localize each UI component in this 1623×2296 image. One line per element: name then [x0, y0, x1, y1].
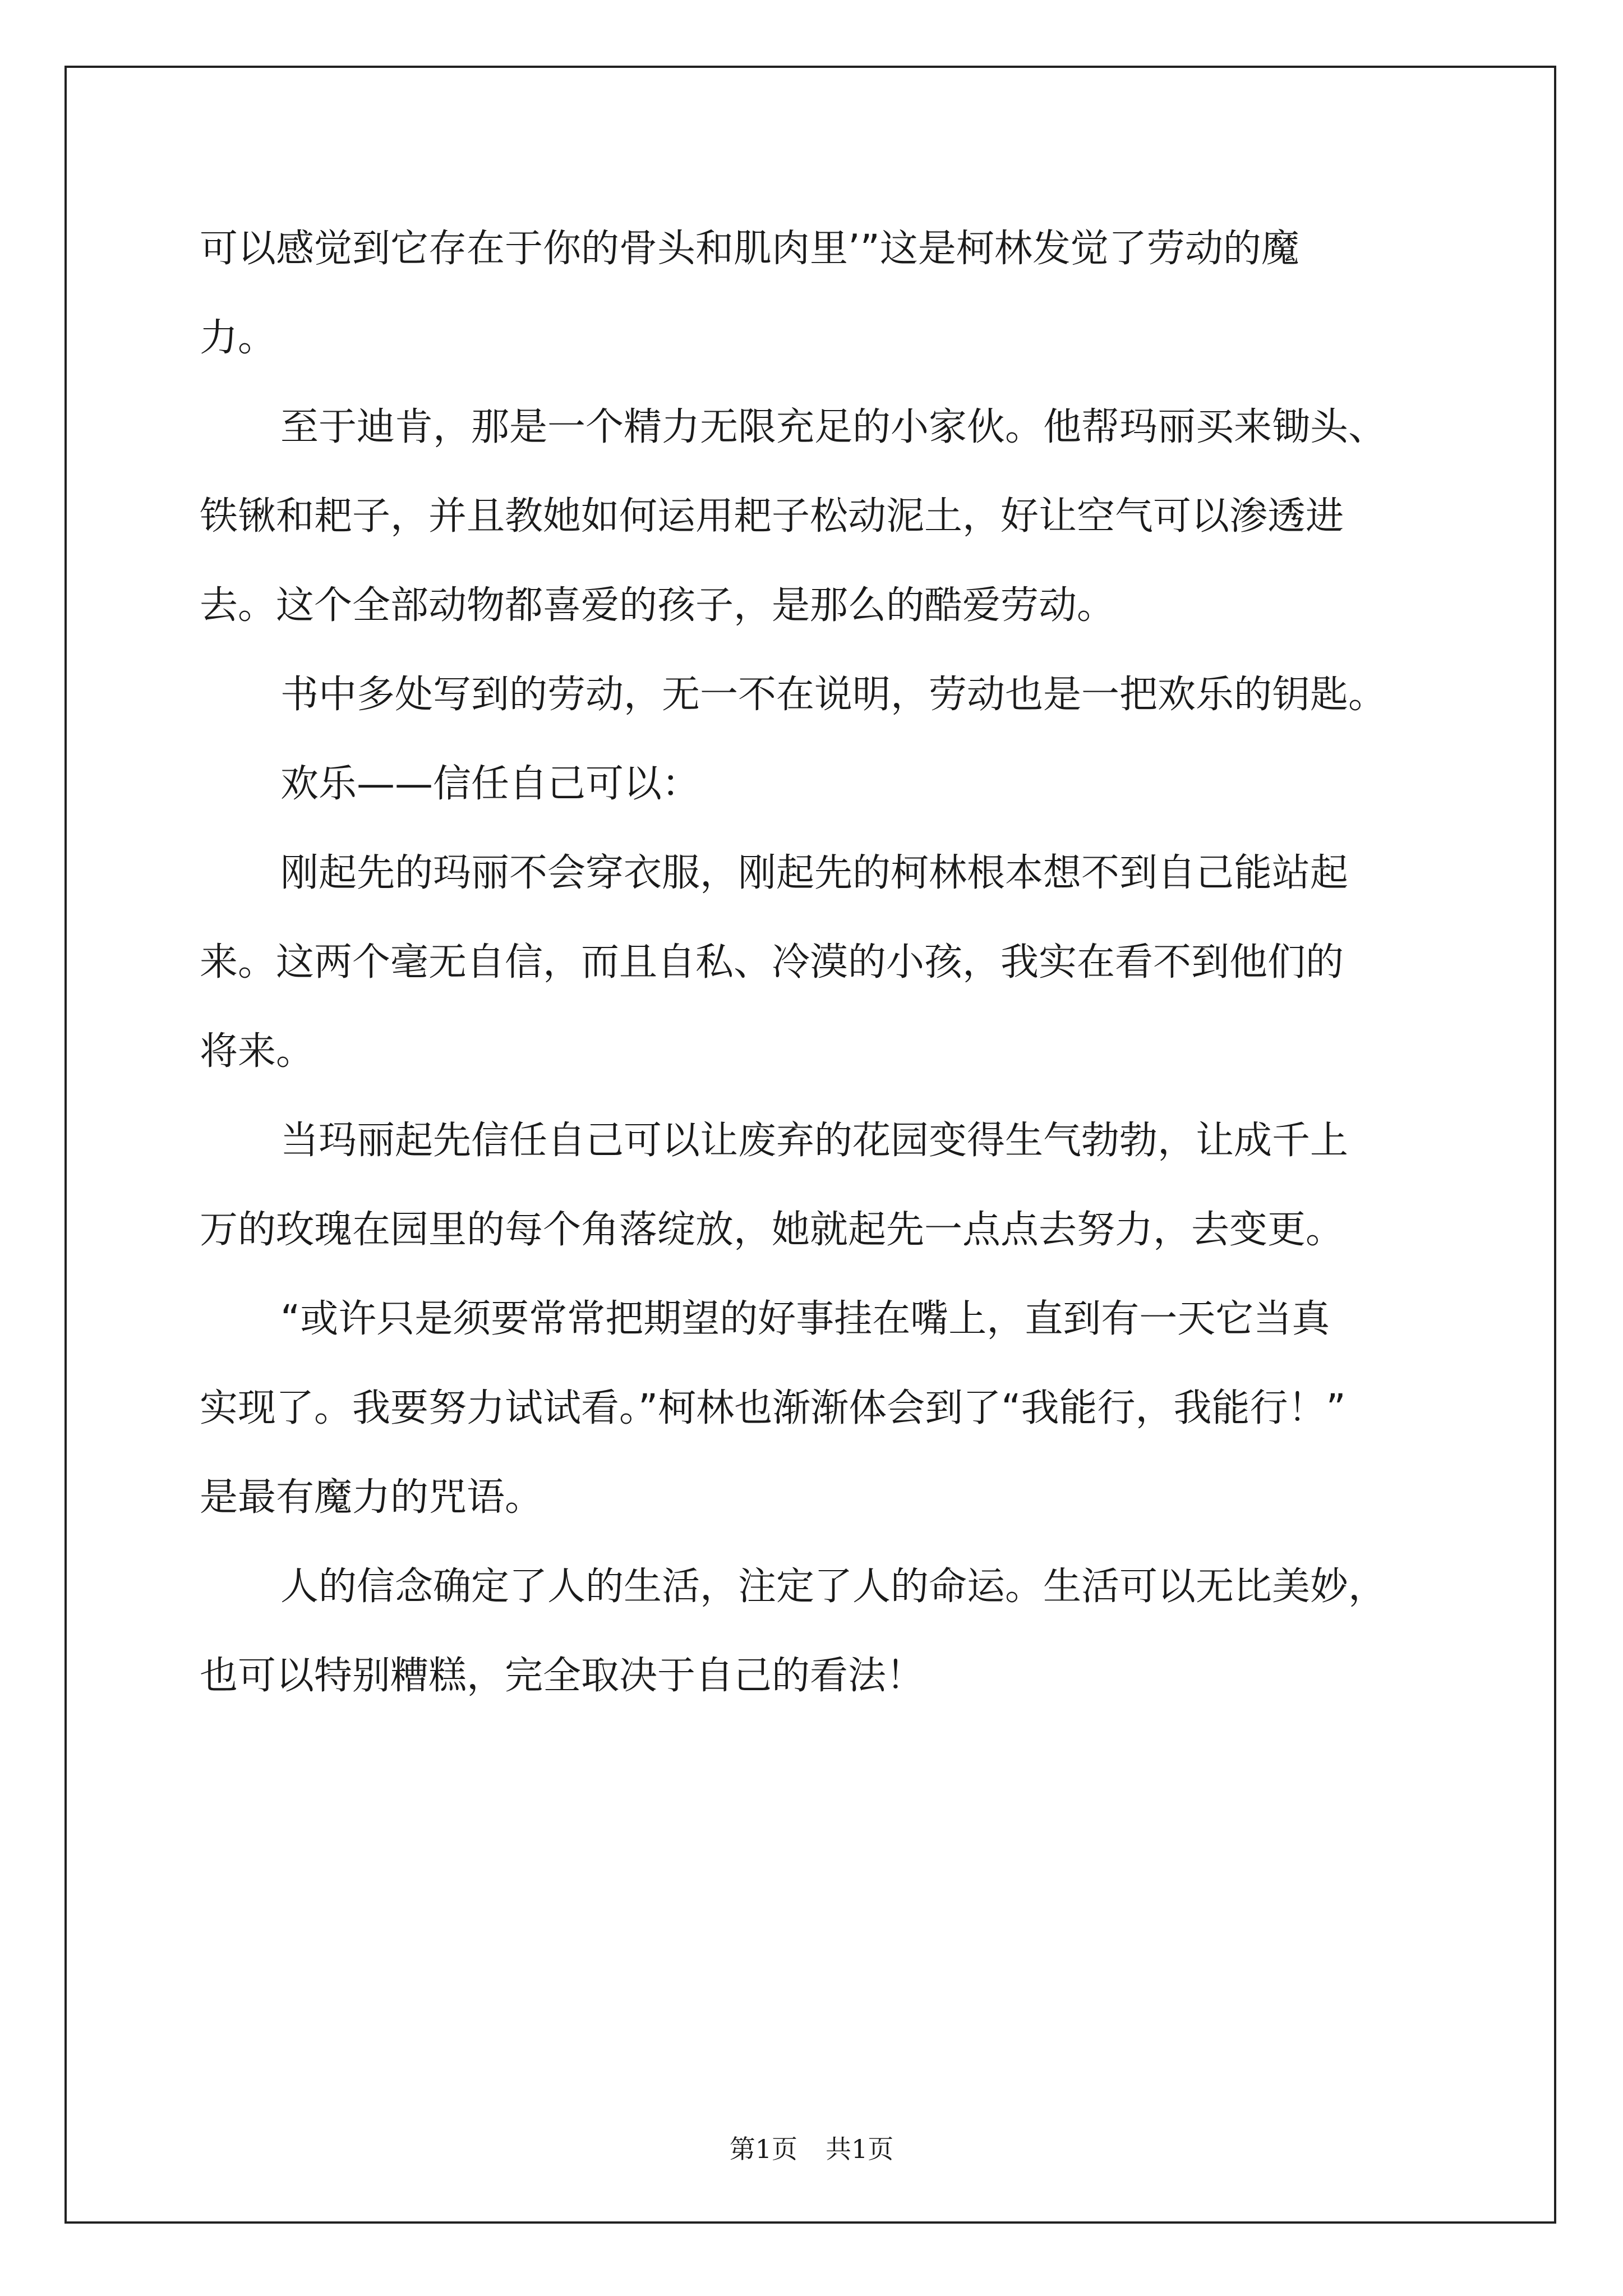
text-line-1: 可以感觉到它存在于你的骨头和肌肉里’”这是柯林发觉了劳动的魔 — [200, 227, 1299, 271]
text-line-4: 铁锹和耙子，并且教她如何运用耙子松动泥土，好让空气可以渗透进 — [200, 494, 1344, 539]
text-line-13: “或许只是须要常常把期望的好事挂在嘴上，直到有一天它当真 — [280, 1297, 1330, 1341]
text-line-2: 力。 — [200, 316, 276, 360]
page-number-current: 第1页 — [729, 2134, 797, 2164]
text-line-17: 也可以特别糟糕，完全取决于自己的看法！ — [200, 1654, 925, 1698]
text-line-12: 万的玫瑰在园里的每个角落绽放，她就起先一点点去努力，去变更。 — [200, 1208, 1344, 1252]
text-line-3: 至于迪肯，那是一个精力无限充足的小家伙。他帮玛丽买来锄头、 — [280, 405, 1387, 449]
text-line-11: 当玛丽起先信任自己可以让废弃的花园变得生气勃勃，让成千上 — [280, 1119, 1349, 1163]
text-line-15: 是最有魔力的咒语。 — [200, 1475, 543, 1520]
text-line-5: 去。这个全部动物都喜爱的孩子，是那么的酷爱劳动。 — [200, 583, 1115, 628]
page-number-total: 共1页 — [826, 2134, 894, 2164]
page-footer — [0, 2129, 1623, 2166]
text-line-8: 刚起先的玛丽不会穿衣服，刚起先的柯林根本想不到自己能站起 — [280, 851, 1349, 895]
text-line-16: 人的信念确定了人的生活，注定了人的命运。生活可以无比美妙， — [280, 1565, 1387, 1609]
text-line-14: 实现了。我要努力试试看。”柯林也渐渐体会到了“我能行，我能行！” — [200, 1386, 1346, 1430]
text-line-9: 来。这两个毫无自信，而且自私、冷漠的小孩，我实在看不到他们的 — [200, 940, 1344, 984]
text-line-6: 书中多处写到的劳动，无一不在说明，劳动也是一把欢乐的钥匙。 — [280, 673, 1387, 717]
text-line-10: 将来。 — [200, 1029, 315, 1074]
text-line-7: 欢乐——信任自己可以： — [280, 762, 700, 806]
